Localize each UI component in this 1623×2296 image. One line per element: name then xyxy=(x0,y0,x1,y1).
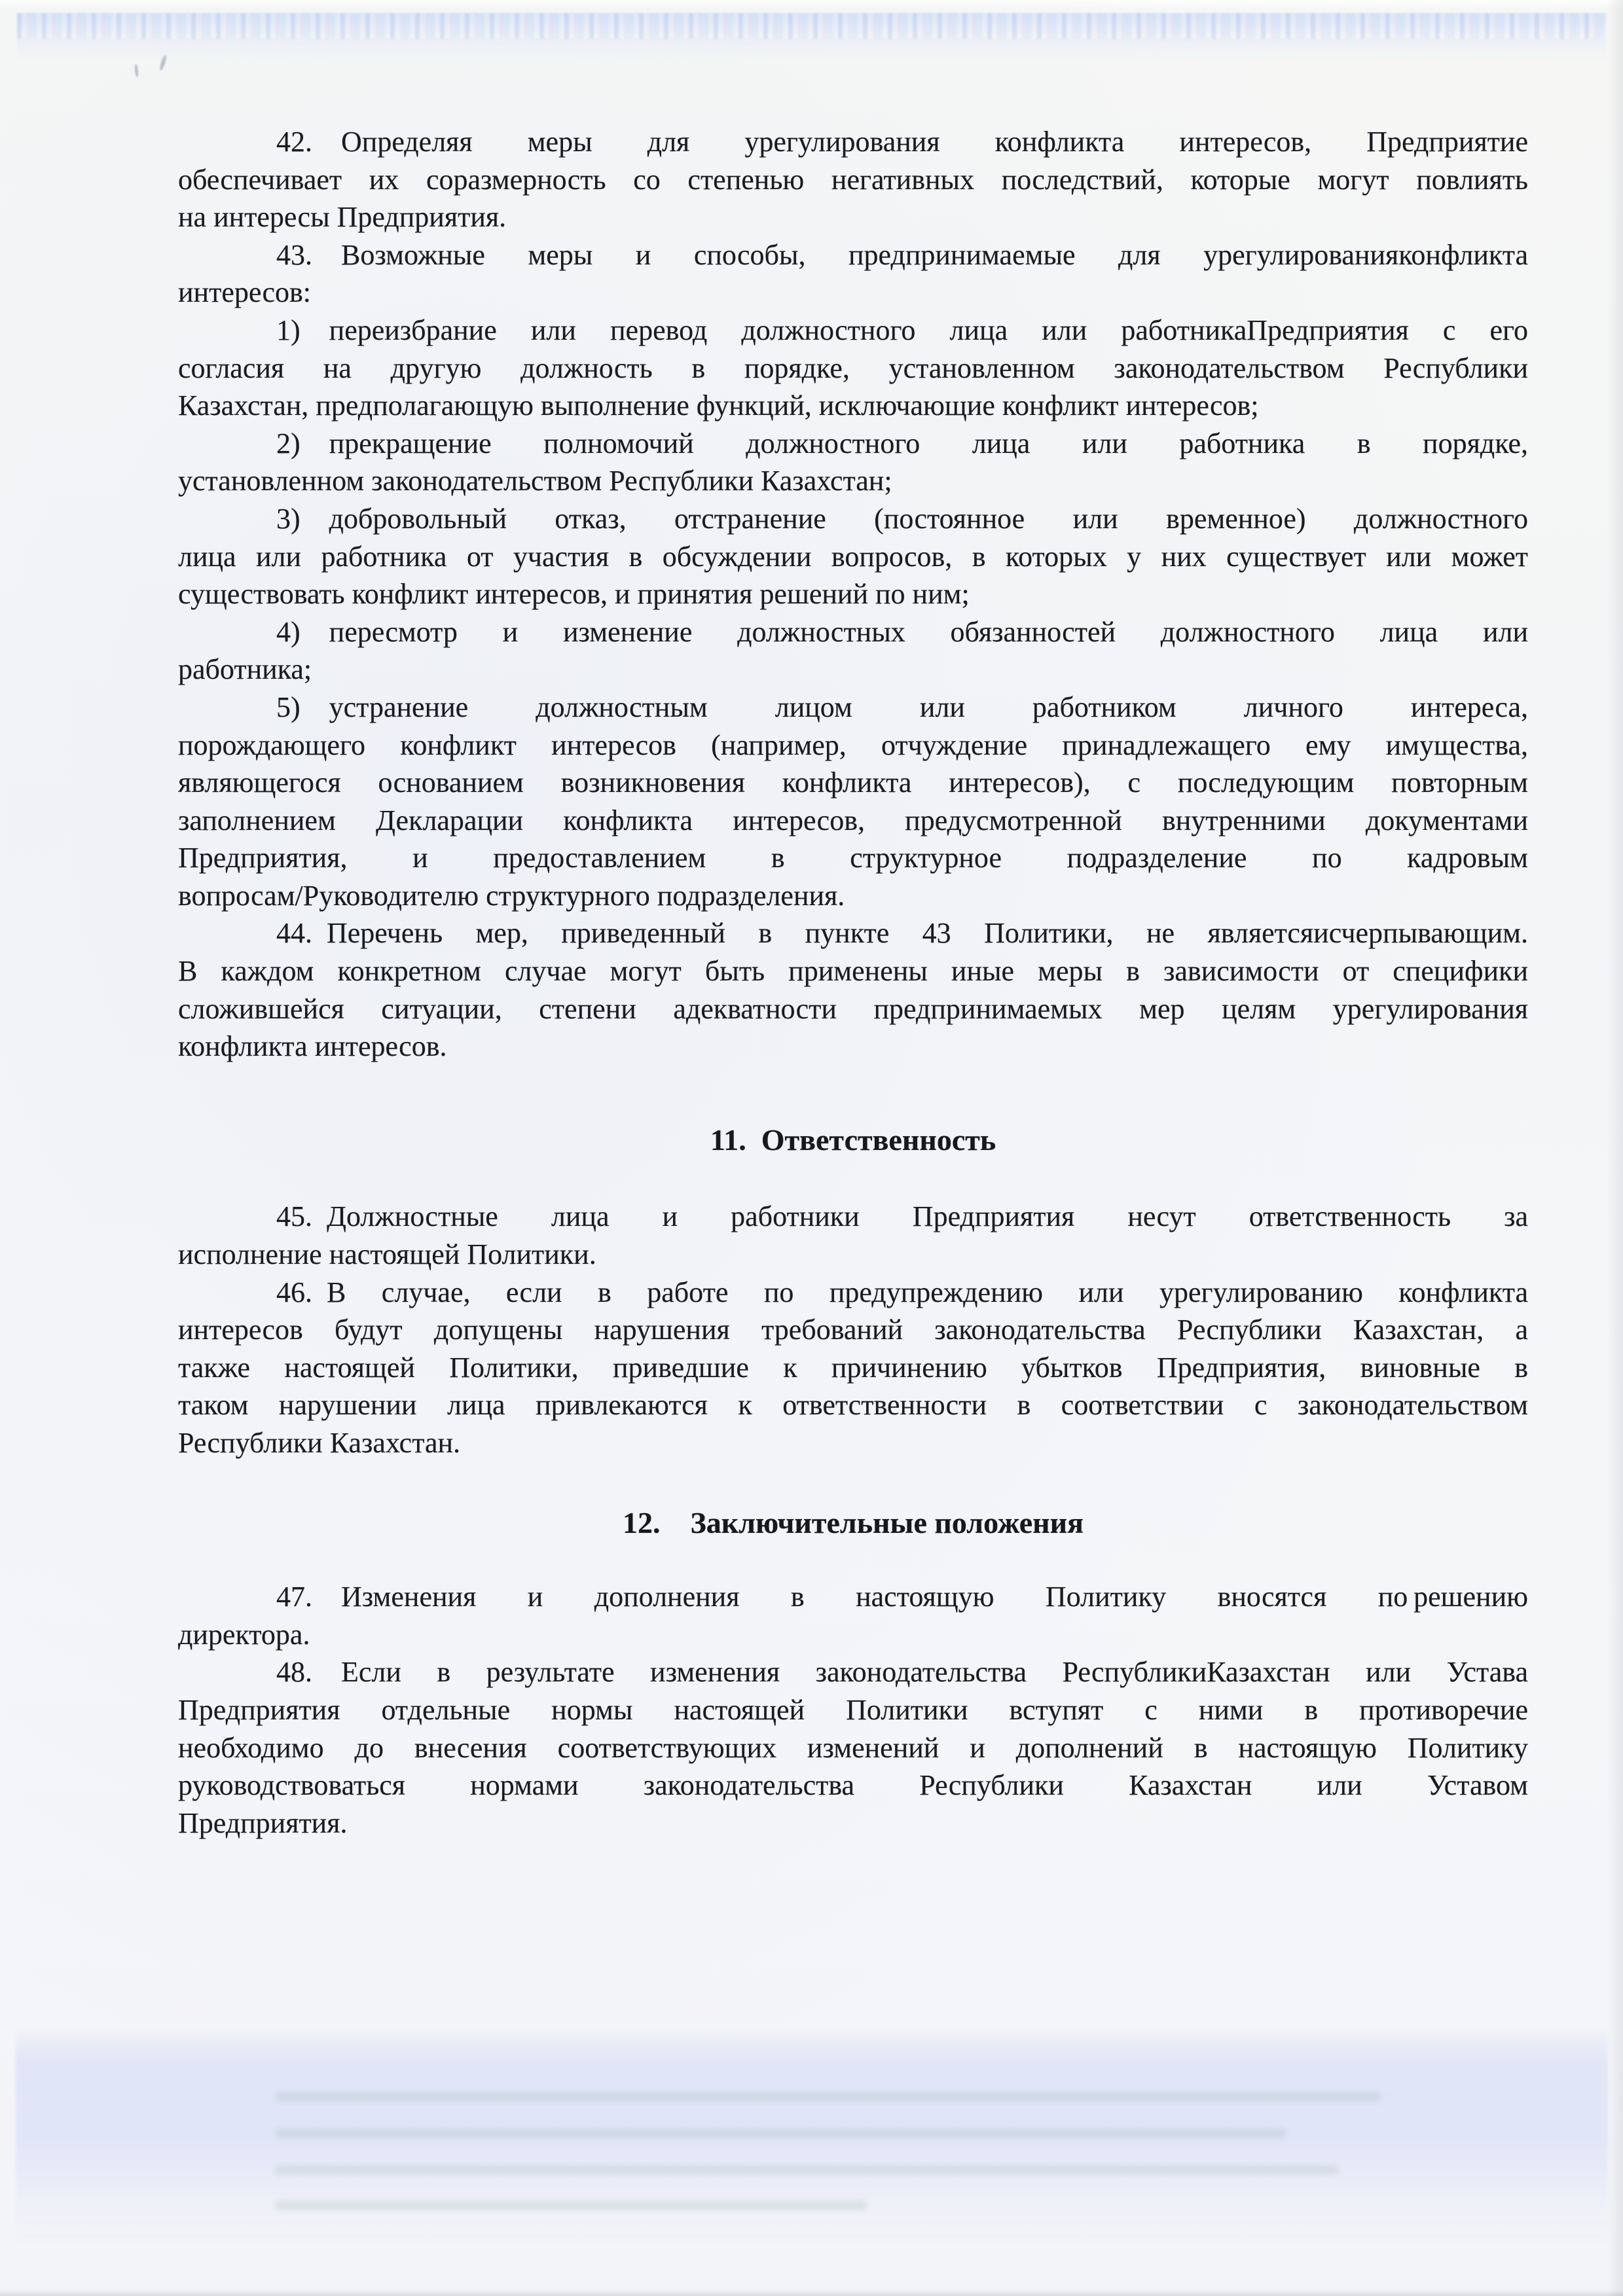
text-line: Казахстан, предполагающую выполнение функций, исключающие конфликт интересов; xyxy=(178,389,1259,422)
text-line: 42. Определяя меры для урегулирования конфликта интересов, Предприятие xyxy=(276,126,1528,158)
text-line: 3) добровольный отказ, отстранение (постоянное или временное) должностного xyxy=(276,502,1528,535)
text-line: необходимо до внесения соответствующих изменений и дополнений в настоящую Политику xyxy=(178,1731,1528,1764)
text-line: директора. xyxy=(178,1618,310,1651)
text-line: лица или работника от участия в обсуждении вопросов, в которых у них существует или может xyxy=(178,540,1528,573)
ghost-text-line xyxy=(275,2092,1381,2102)
list-item-4 xyxy=(178,613,1528,689)
paragraph-44 xyxy=(178,914,1528,1065)
text-line: интересов будут допущены нарушения требований законодательства Республики Казахстан, а xyxy=(178,1314,1528,1346)
text-line: являющегося основанием возникновения конфликта интересов), с последующим повторным xyxy=(178,766,1528,799)
text-line: 43. Возможные меры и способы, предпринимаемые для урегулированияконфликта xyxy=(276,238,1528,271)
text-line: руководствоваться нормами законодательства Республики Казахстан или Уставом xyxy=(178,1769,1528,1802)
document-text xyxy=(178,123,1528,1842)
paragraph-46 xyxy=(178,1274,1528,1462)
text-line: 47. Изменения и дополнения в настоящую Политику вносятся по решению xyxy=(276,1581,1528,1613)
text-line: 46. В случае, если в работе по предупреждению или урегулированию конфликта xyxy=(276,1276,1528,1308)
ghost-text-line xyxy=(275,2165,1339,2175)
page-top-edge xyxy=(0,0,1623,9)
text-line: на интересы Предприятия. xyxy=(178,201,507,234)
paragraph-42 xyxy=(178,123,1528,236)
text-line: конфликта интересов. xyxy=(178,1030,447,1063)
text-line: вопросам/Руководителю структурного подразделения. xyxy=(178,879,845,912)
text-line: сложившейся ситуации, степени адекватности предпринимаемых мер целям урегулирования xyxy=(178,992,1528,1025)
text-line: порождающего конфликт интересов (например, отчуждение принадлежащего ему имущества, xyxy=(178,728,1528,761)
section-heading-11: 11. Ответственность xyxy=(710,1122,996,1157)
list-item-3 xyxy=(178,500,1528,613)
text-line: Предприятия, и предоставлением в структурное подразделение по кадровым xyxy=(178,842,1528,874)
text-line: Предприятия. xyxy=(178,1806,348,1839)
text-line: 44. Перечень мер, приведенный в пункте 43 Политики, не являетсяисчерпывающим. xyxy=(276,917,1528,950)
page-bottom-edge xyxy=(0,2289,1623,2296)
text-line: заполнением Декларации конфликта интересов, предусмотренной внутренними документами xyxy=(178,804,1528,836)
text-line: обеспечивает их соразмерность со степенью негативных последствий, которые могут повлиять xyxy=(178,163,1528,196)
paragraph-47 xyxy=(178,1578,1528,1653)
text-line: также настоящей Политики, приведшие к причинению убытков Предприятия, виновные в xyxy=(178,1351,1528,1384)
text-line: установленном законодательством Республики Казахстан; xyxy=(178,465,892,497)
scan-artifact-mark xyxy=(134,64,139,78)
list-item-2 xyxy=(178,425,1528,500)
ghost-text-line xyxy=(275,2200,867,2210)
paragraph-43 xyxy=(178,236,1528,312)
text-line: Предприятия отдельные нормы настоящей Политики вступят с ними в противоречие xyxy=(178,1693,1528,1726)
section-heading-12: 12. Заключительные положения xyxy=(622,1505,1084,1539)
text-line: 1) переизбрание или перевод должностного лица или работникаПредприятия с его xyxy=(276,314,1528,346)
text-line: исполнение настоящей Политики. xyxy=(178,1238,596,1271)
text-line: согласия на другую должность в порядке, установленном законодательством Республики xyxy=(178,351,1528,384)
text-line: интересов: xyxy=(178,276,312,309)
text-line: Республики Казахстан. xyxy=(178,1427,461,1459)
text-line: таком нарушении лица привлекаются к ответственности в соответствии с законодательством xyxy=(178,1389,1528,1422)
text-line: 2) прекращение полномочий должностного лица или работника в порядке, xyxy=(276,427,1528,459)
page-right-edge xyxy=(1607,0,1623,2296)
text-line: 48. Если в результате изменения законодательства РеспубликиКазахстан или Устава xyxy=(276,1656,1528,1689)
list-item-5 xyxy=(178,689,1528,915)
text-line: существовать конфликт интересов, и принятия решений по ним; xyxy=(178,578,970,611)
ghost-text-line xyxy=(275,2128,1286,2138)
text-line: В каждом конкретном случае могут быть применены иные меры в зависимости от специфики xyxy=(178,955,1528,988)
text-line: 4) пересмотр и изменение должностных обязанностей должностного лица или xyxy=(276,615,1528,648)
paragraph-48 xyxy=(178,1653,1528,1842)
paragraph-45 xyxy=(178,1198,1528,1273)
list-item-1 xyxy=(178,312,1528,425)
text-line: работника; xyxy=(178,653,312,686)
text-line: 45. Должностные лица и работники Предприятия несут ответственность за xyxy=(276,1200,1528,1233)
scan-noise-band xyxy=(17,13,1607,39)
text-line: 5) устранение должностным лицом или работником личного интереса, xyxy=(276,691,1528,723)
